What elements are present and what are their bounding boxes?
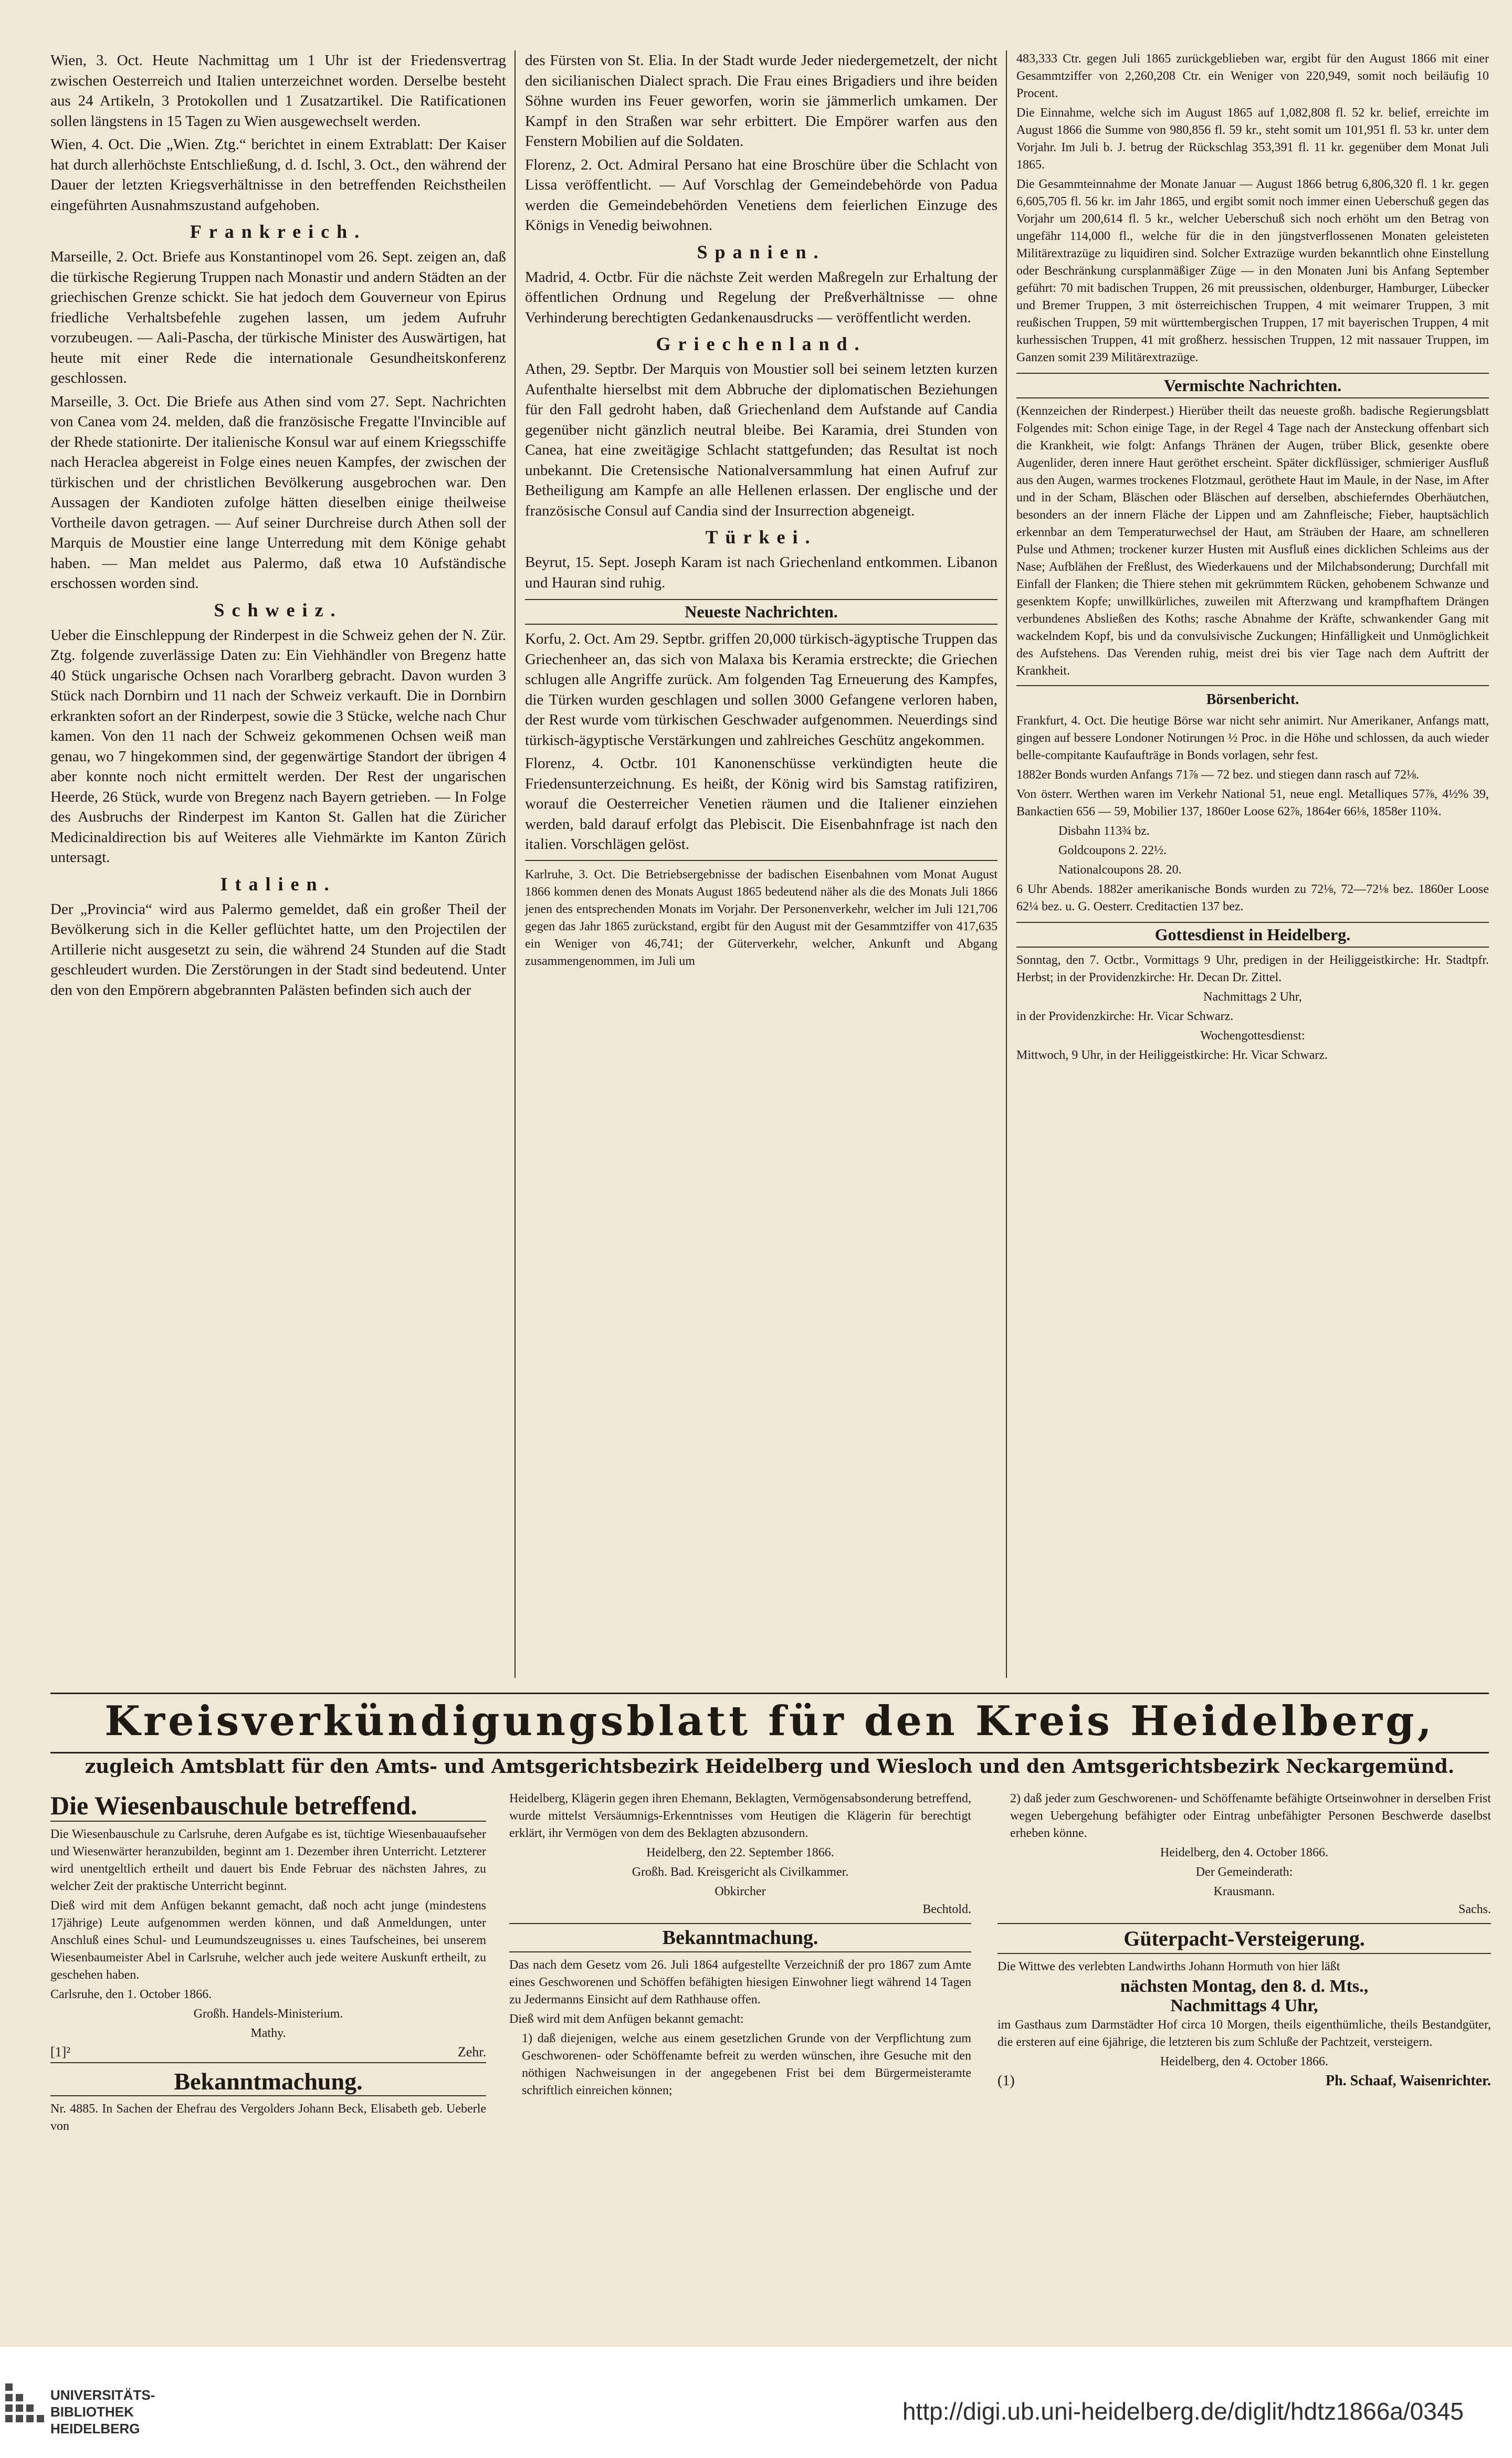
news-florenz-2: Florenz, 4. Octbr. 101 Kanonenschüsse verkündigten heute die Friedensunterzeichnung. Es heißt, der König wird bis Samstag ratifiziren, worauf die Oesterreicher Venetien räumen und die Italiener einziehen werden, bald darauf erfolgt das Plebiscit. Die Eisenbahnfrage ist nach den italien. Vorschlägen gelöst. [525, 755, 998, 853]
notice-bekanntmachung-2-title: Bekanntmachung. [509, 1923, 971, 1952]
news-marseille-2: Marseille, 3. Oct. Die Briefe aus Athen sind vom 27. Sept. Nachrichten von Canea vom 24. melden, daß die französische Fregatte l'Invincible auf der Rhede stationirte. Der italienische Konsul war auf einem Kriegsschiffe nach Heraclea abgereist in Folge eines neuen Kampfes, der zwischen der türkischen und der christlichen Bevölkerung ausgebrochen war. Den Aussagen der Kandioten zufolge hätten dieselben einige theilweise Vortheile davon getragen. — Auf seiner Durchreise durch Athen soll der Marquis de Moustier eine lange Unterredung mit dem Könige gehabt haben. — Man meldet aus Palermo, daß etwa 10 Aufständische erschossen worden sind. [50, 393, 506, 592]
heading-boersenbericht: Börsenbericht. [1206, 691, 1299, 708]
notice-bekanntmachung-title: Bekanntmachung. [50, 2067, 486, 2096]
news-madrid: Madrid, 4. Octbr. Für die nächste Zeit werden Maßregeln zur Erhaltung der öffentlichen Ordnung und Regelung der Preßverhältnisse — ohne Verhinderung berechtigten Gedankenausdrucks — veröffentlicht werden. [525, 268, 998, 326]
bottom-column-1 [50, 1790, 486, 2137]
news-nationalcoupons: Nationalcoupons 28. 20. [1058, 863, 1182, 877]
section-griechenland: Griechenland. [656, 333, 867, 354]
news-wien-2: Wien, 4. Oct. Die „Wien. Ztg.“ berichtet in einem Extrablatt: Der Kaiser hat durch allerhöchste Entschließung, d. d. Ischl, 3. Oct., den während der Dauer der letzten Kriegsverhältnisse in den betreffenden Reichstheilen eingeführten Ausnahmszustand aufgehoben. [50, 136, 506, 214]
section-frankreich: Frankreich. [190, 221, 367, 242]
library-name-line1: UNIVERSITÄTS- [50, 2387, 155, 2403]
news-bahn-1: 483,333 Ctr. gegen Juli 1865 zurückgeblieben war, ergibt für den August 1866 mit einer Gesammtziffer von 2,260,208 Ctr. ein Weniger von 220,949, somit noch beiläufig 10 Procent. [1016, 52, 1489, 100]
news-bonds: 1882er Bonds wurden Anfangs 71⅞ — 72 bez. und stiegen dann rasch auf 72⅛. [1016, 768, 1420, 782]
news-athen: Athen, 29. Septbr. Der Marquis von Moustier soll bei seinem letzten kurzen Aufenthalte hierselbst mit dem Abbruche der diplomatischen Beziehungen für den Fall gedroht haben, daß Griechenland dem Aufstande auf Candia gegenüber nicht gänzlich neutral bleibe. Bei Karamia, drei Stunden von Canea, hat eine zweitägige Schlacht stattgefunden; das Resultat ist noch unbekannt. Die Cretensische Nationalversammlung hat einen Aufruf zur Betheiligung am Kampfe an alle Hellenen erlassen. Der englische und der französische Consul auf Candia sind der Insurrection abgeneigt. [525, 361, 998, 519]
column-2 [525, 50, 998, 972]
notice-wiesenbauschule-title: Die Wiesenbauschule betreffend. [50, 1790, 486, 1822]
news-disbahn: Disbahn 113¾ bz. [1058, 824, 1150, 838]
notice-gueterpacht-title: Güterpacht-Versteigerung. [998, 1923, 1491, 1954]
notice-beck-p2: Heidelberg, Klägerin gegen ihren Ehemann, Beklagten, Vermögensabsonderung betreffend, wurde mittelst Versäumnigs-Erkenntnisses vom Heutigen die Klägerin für berechtigt erklärt, ihr Vermögen von dem des Beklagten abzusondern. [509, 1792, 971, 1840]
church-nachmittags: Nachmittags 2 Uhr, [1203, 990, 1302, 1004]
heading-neueste-nachrichten: Neueste Nachrichten. [525, 599, 998, 625]
notice-footer-line [50, 2044, 486, 2063]
church-providenz: in der Providenzkirche: Hr. Vicar Schwarz. [1016, 1010, 1234, 1023]
notice-gueterpacht-time: Nachmittags 4 Uhr, [1170, 1996, 1318, 2015]
notice-geschworene-p2: Dieß wird mit dem Anfügen bekannt gemacht: [509, 2012, 744, 2026]
church-sonntag: Sonntag, den 7. Octbr., Vormittags 9 Uhr, predigen in der Heiliggeistkirche: Hr. Stadtpfr. Herbst; in der Providenzkirche: Hr. Decan Dr. Zittel. [1016, 953, 1489, 984]
notice-beck-date: Heidelberg, den 22. September 1866. [646, 1846, 834, 1860]
notice-beck-p1: Nr. 4885. In Sachen der Ehefrau des Vergolders Johann Beck, Elisabeth geb. Ueberle von [50, 2102, 486, 2133]
section-tuerkei: Türkei. [705, 527, 817, 548]
kreisverkuendigungsblatt-banner: Kreisverkündigungsblatt für den Kreis Heidelberg, [50, 1693, 1489, 1753]
news-oesterr-werthe: Von österr. Werthen waren im Verkehr National 51, neue engl. Metalliques 57⅞, 4½% 39, Bankactien 656 — 59, Mobilier 137, 1860er Loose 62⅞, 1864er 66⅛, 1858er 110¾. [1016, 787, 1489, 818]
news-goldcoupons: Goldcoupons 2. 22½. [1058, 844, 1167, 857]
bottom-column-2 [509, 1790, 971, 2102]
notice-signature-zehr: Zehr. [457, 2044, 486, 2060]
library-name-line3: HEIDELBERG [50, 2421, 140, 2436]
notice-geschworene-p1: Das nach dem Gesetz vom 26. Juli 1864 aufgestellte Verzeichniß der pro 1867 zum Amte eines Geschworenen und Schöffen befähigten hiesigen Einwohner liegt während 14 Tagen zu Jedermanns Einsicht auf dem Rathhause offen. [509, 1958, 971, 2007]
notice-gueterpacht-p1: Die Wittwe des verlebten Landwirths Johann Hormuth von hier läßt [998, 1960, 1340, 1973]
news-bahn-2: Die Einnahme, welche sich im August 1865 auf 1,082,808 fl. 52 kr. belief, erreichte im August 1866 die Summe von 980,856 fl. 59 kr., steht somit um 101,951 fl. 53 kr. unter dem Vorjahr. Im Juli b. J. betrug der Rückschlag 353,391 fl. 11 kr. gegenüber dem Monat Juli 1865. [1016, 106, 1489, 172]
news-palermo-cont: des Fürsten von St. Elia. In der Stadt wurde Jeder niedergemetzelt, der nicht den sicilianischen Dialect sprach. Die Frau eines Brigadiers und ihre beiden Söhne wurden ins Feuer geworfen, worin sie jämmerlich umkamen. Der Kampf in den Straßen war sehr erbittert. Die Empörer warfen aus den Fenstern Mobilien auf die Soldaten. [525, 52, 998, 150]
news-wien-1: Wien, 3. Oct. Heute Nachmittag um 1 Uhr ist der Friedensvertrag zwischen Oesterreich und Italien unterzeichnet worden. Derselbe besteht aus 24 Artikeln, 3 Protokollen und 1 Zusatzartikel. Die Ratificationen sollen längstens in 15 Tagen zu Wien ausgewechselt werden. [50, 52, 506, 130]
news-bahn-3: Die Gesammteinnahme der Monate Januar — August 1866 betrug 6,806,320 fl. 1 kr. gegen 6,605,705 fl. 56 kr. im Jahr 1865, und ergibt somit noch immer einen Ueberschuß gegen das Vorjahr um 200,614 fl. 5 kr., welcher Ueberschuß sich noch erhöht um den Betrag von ungefähr 114,000 fl., welche für die in den jüngstverflossenen Monaten geleisteten Militärextrazüge zu liquidiren sind. Solcher Extrazüge wurden bekanntlich ohne Einstellung oder Beschränkung cursplanmäßiger Züge — in den Monaten Juni bis Anfang September geführt: 70 mit badischen Truppen, 26 mit preussischen, oldenburger, Hamburger, Lübecker und Bremer Truppen, 3 mit österreichischen Truppen, 4 mit weimarer Truppen, 3 mit reußischen Truppen, 59 mit württembergischen Truppen, 17 mit bayerischen Truppen, 4 mit kurhessischen Truppen, 41 mit großherz. hessischen Truppen, 12 mit nassauer Truppen, im Ganzen somit 239 Militärextrazüge. [1016, 177, 1489, 364]
divider [1016, 685, 1489, 686]
column-3 [1016, 50, 1489, 1066]
source-url[interactable]: http://digi.ub.uni-heidelberg.de/diglit/hdtz1866a/0345 [902, 2398, 1464, 2425]
church-mittwoch: Mittwoch, 9 Uhr, in der Heiliggeistkirche: Hr. Vicar Schwarz. [1016, 1048, 1328, 1062]
heading-vermischte-nachrichten: Vermischte Nachrichten. [1016, 373, 1489, 398]
notice-gueterpacht-place-date: Heidelberg, den 4. October 1866. [1160, 2055, 1329, 2068]
notice-geschworene-p3: 1) daß diejenigen, welche aus einem gesetzlichen Grunde von der Verpflichtung zum Geschworenen- oder Schöffenamte befreit zu werden wünschen, ihre Gesuche mit den nöthigen Nachweisungen in der angegebenen Frist bei dem Bürgermeisteramte schriftlich einreichen können; [522, 2032, 971, 2097]
news-abends: 6 Uhr Abends. 1882er amerikanische Bonds wurden zu 72⅛, 72—72⅛ bez. 1860er Loose 62¼ bez. u. G. Oesterr. Creditactien 137 bez. [1016, 883, 1489, 913]
notice-geschworene-p4: 2) daß jeder zum Geschworenen- und Schöffenamte befähigte Ortseinwohner in derselben Frist wegen Uebergehung befähigter oder Eintrag unbefähigter Personen Beschwerde daselbst erheben könne. [1010, 1792, 1491, 1840]
column-divider [514, 50, 516, 1678]
notice-signature-mathy: Mathy. [250, 2026, 286, 2040]
news-palermo: Der „Provincia“ wird aus Palermo gemeldet, daß ein großer Theil der Bevölkerung sich in die Keller geflüchtet hatte, um den Projectilen der Artillerie nicht ausgesetzt zu sein, die während 24 Stunden auf die Stadt geschleudert wurden. Die Zerstörungen in der Stadt sind bedeutend. Unter den von den Empörern abgebrannten Palästen befinden sich auch der [50, 900, 506, 999]
notice-gueterpacht-mark: (1) [998, 2073, 1015, 2089]
notice-sachs: Sachs. [1458, 1903, 1491, 1916]
notice-ministerium: Großh. Handels-Ministerium. [193, 2007, 343, 2021]
section-schweiz: Schweiz. [214, 599, 343, 621]
notice-gueterpacht-date: nächsten Montag, den 8. d. Mts., [1120, 1977, 1369, 1996]
notice-mark: [1]² [50, 2044, 71, 2060]
notice-gueterpacht-sign-line [998, 2073, 1491, 2089]
library-name [50, 2387, 155, 2437]
divider [525, 860, 998, 861]
news-beyrut: Beyrut, 15. Sept. Joseph Karam ist nach Griechenland entkommen. Libanon und Hauran sind ruhig. [525, 554, 998, 591]
notice-obkircher: Obkircher [715, 1885, 766, 1898]
news-rinderpest-schweiz: Ueber die Einschleppung der Rinderpest in die Schweiz gehen der N. Zür. Ztg. folgende zuverlässige Daten zu: Ein Viehhändler von Bregenz hatte 40 Stück ungarische Ochsen nach Vorarlberg gebracht. Davon wurden 3 Stück nach Dornbirn und 11 nach der Schweiz verkauft. Die in Dornbirn erkrankten sofort an der Rinderpest, sowie die 3 Stücke, welche nach Chur kamen. Von den 11 nach der Schweiz gekommenen Ochsen weiß man genau, wo 7 hingekommen sind, der gegenwärtige Standort der übrigen 4 aber konnte noch nicht ermittelt werden. Der Rest der ungarischen Heerde, 26 Stück, wurde von Bregenz nach Bayern getrieben. — In Folge des Ausbruchs der Rinderpest im Kanton St. Gallen hat die Züricher Medicinaldirection bis auf Weiteres alle Viehmärkte im Kanton Zürich untersagt. [50, 626, 506, 866]
section-italien: Italien. [220, 873, 337, 895]
notice-gueterpacht-p2: im Gasthaus zum Darmstädter Hof circa 10 Morgen, theils eigenthümliche, theils Bestandgüter, die ersteren auf eine 6jährige, die letzteren bis zum Schluße der Pachtzeit, versteigern. [998, 2018, 1491, 2049]
notice-gemeinderath-date: Heidelberg, den 4. October 1866. [1160, 1846, 1329, 1860]
notice-wiesenbauschule-p2: Dieß wird mit dem Anfügen bekannt gemacht, daß noch acht junge (mindestens 17jährige) Leute aufgenommen werden können, und daß Anmeldungen, unter Anschluß eines Schul- und Leumundszeugnisses u. eines Taufscheines, bei unserem Wiesenbaumeister Abel in Carlsruhe, welcher auch jede weitere Auskunft ertheilt, zu geschehen haben. [50, 1899, 486, 1982]
library-logo-icon [0, 2378, 47, 2433]
news-frankfurt-boerse: Frankfurt, 4. Oct. Die heutige Börse war nicht sehr animirt. Nur Amerikaner, Anfangs matt, gingen auf bessere Londoner Notirungen ½ Proc. in die Höhe und schlossen, da auch wieder belle-compitante Kaufaufträge in Bonds vorlagen, sehr fest. [1016, 714, 1489, 762]
church-wochengottesdienst: Wochengottesdienst: [1200, 1029, 1305, 1043]
notice-gueterpacht-signature: Ph. Schaaf, Waisenrichter. [1325, 2073, 1491, 2089]
news-korfu: Korfu, 2. Oct. Am 29. Septbr. griffen 20,000 türkisch-ägyptische Truppen das Griechenheer an, das sich von Malaxa bis Keramia erstreckte; die Griechen schlugen alle Angriffe zurück. Am folgenden Tag Erneuerung des Kampfes, die Türken wurden geschlagen und sollen 3000 Gefangene verloren haben, der Rest wurde vom türkischen Geschwader aufgenommen. Neuerdings sind türkisch-ägyptische Verstärkungen und zahlreiches Geschütz angekommen. [525, 631, 998, 749]
column-1 [50, 50, 506, 1003]
notice-kreisgericht: Großh. Bad. Kreisgericht als Civilkammer. [632, 1865, 849, 1879]
news-florenz-1: Florenz, 2. Oct. Admiral Persano hat eine Broschüre über die Schlacht von Lissa veröffentlicht. — Auf Vorschlag der Gemeindebehörde von Padua werden die Gemeindebehörden Venetiens dem feierlichen Einzuge des Königs in Venedig beiwohnen. [525, 156, 998, 234]
news-karlsruhe: Karlruhe, 3. Oct. Die Betriebsergebnisse der badischen Eisenbahnen vom Monat August 1866 kommen denen des Monats August 1865 bedeutend näher als die des Monats Juli 1866 jenen des entsprechenden Monats im Vorjahr. Der Personenverkehr, welcher im Juli 121,706 gegen das Jahr 1865 zurückstand, ergibt für den August mit der Gesammtziffer von 417,635 ein Weniger von 46,741; der Güterverkehr, welcher, Ankunft und Abgang zusammengenommen, im Juli um [525, 867, 998, 968]
notice-date: Carlsruhe, den 1. October 1866. [50, 1988, 212, 2001]
notice-krausmann: Krausmann. [1213, 1885, 1275, 1898]
notice-bechtold: Bechtold. [922, 1903, 971, 1916]
section-spanien: Spanien. [697, 241, 826, 262]
heading-gottesdienst: Gottesdienst in Heidelberg. [1016, 922, 1489, 948]
kreisverkuendigungsblatt-subtitle: zugleich Amtsblatt für den Amts- und Amtsgerichtsbezirk Heidelberg und Wiesloch und den Amtsgerichtsbezirk Neckargemünd. [85, 1756, 1455, 1778]
bottom-column-3 [998, 1790, 1491, 2089]
news-marseille-1: Marseille, 2. Oct. Briefe aus Konstantinopel vom 26. Sept. zeigen an, daß die türkische Regierung Truppen nach Monastir und andern Städten an der griechischen Grenze schickt. Sie hat jedoch dem Gouverneur von Epirus friedliche Verhaltsbefehle zugehen lassen, um jedem Aufruhr vorzubeugen. — Aali-Pascha, der türkische Minister des Auswärtigen, hat heute mit einer Rede die internationale Gesundheitskonferenz geschlossen. [50, 248, 506, 386]
column-divider [1006, 50, 1007, 1678]
notice-wiesenbauschule-p1: Die Wiesenbauschule zu Carlsruhe, deren Aufgabe es ist, tüchtige Wiesenbauaufseher und Wiesenwärter heranzubilden, beginnt am 1. Dezember ihren Unterricht. Letzterer wird unentgeltlich ertheilt und dauert bis Ende Februar des nächsten Jahres, zu welcher Zeit der praktische Unterricht beginnt. [50, 1827, 486, 1893]
news-kennzeichen-rinderpest: (Kennzeichen der Rinderpest.) Hierüber theilt das neueste großh. badische Regierungsblatt Folgendes mit: Schon einige Tage, in der Regel 4 Tage nach der Ansteckung offenbart sich die Krankheit, wie folgt: Anfangs Thränen der Augen, trüber Blick, gesenkte obere Augenlider, deren innere Haut geröthet erscheint. Später dickflüssiger, schmieriger Ausfluß aus den Augen, warmes trockenes Flotzmaul, geröthete Haut im Maule, in der Nase, im After und in der Scham, Bläschen oder Bläschen auf derselben, abschieferndes Oberhäutchen, besonders an der innern Fläche der Lippen und am Zahnfleische; Fieber, hauptsächlich erkennbar an dem Temperaturwechsel der Haut, am Sträuben der Haare, am schnelleren Pulse und Athmen; trockener kurzer Husten mit Ausfluß eines dicklichen Schleims aus der Nase; Aufblähen der Freßlust, des Wiederkauens und der Milchabsonderung; Durchfall mit Einfall der Flanken; die Thiere stehen mit gekrümmtem Rücken, gehobenem Schwanze und gesenktem Kopfe; unwillkürliches, zuweilen mit Afterzwang und krampfhaftem Drängen verbundenes Absließen des Koths; rasche Abnahme der Kräfte, schwankender Gang mit wackelndem Kopf, bis und da convulsivische Zuckungen; Hinfälligkeit und Unmöglichkeit des Aufstehens. Das Verenden ruhig, meist drei bis vier Tage nach dem Auftritt der Krankheit. [1016, 404, 1489, 678]
notice-gemeinderath: Der Gemeinderath: [1195, 1865, 1293, 1879]
library-name-line2: BIBLIOTHEK [50, 2404, 134, 2420]
